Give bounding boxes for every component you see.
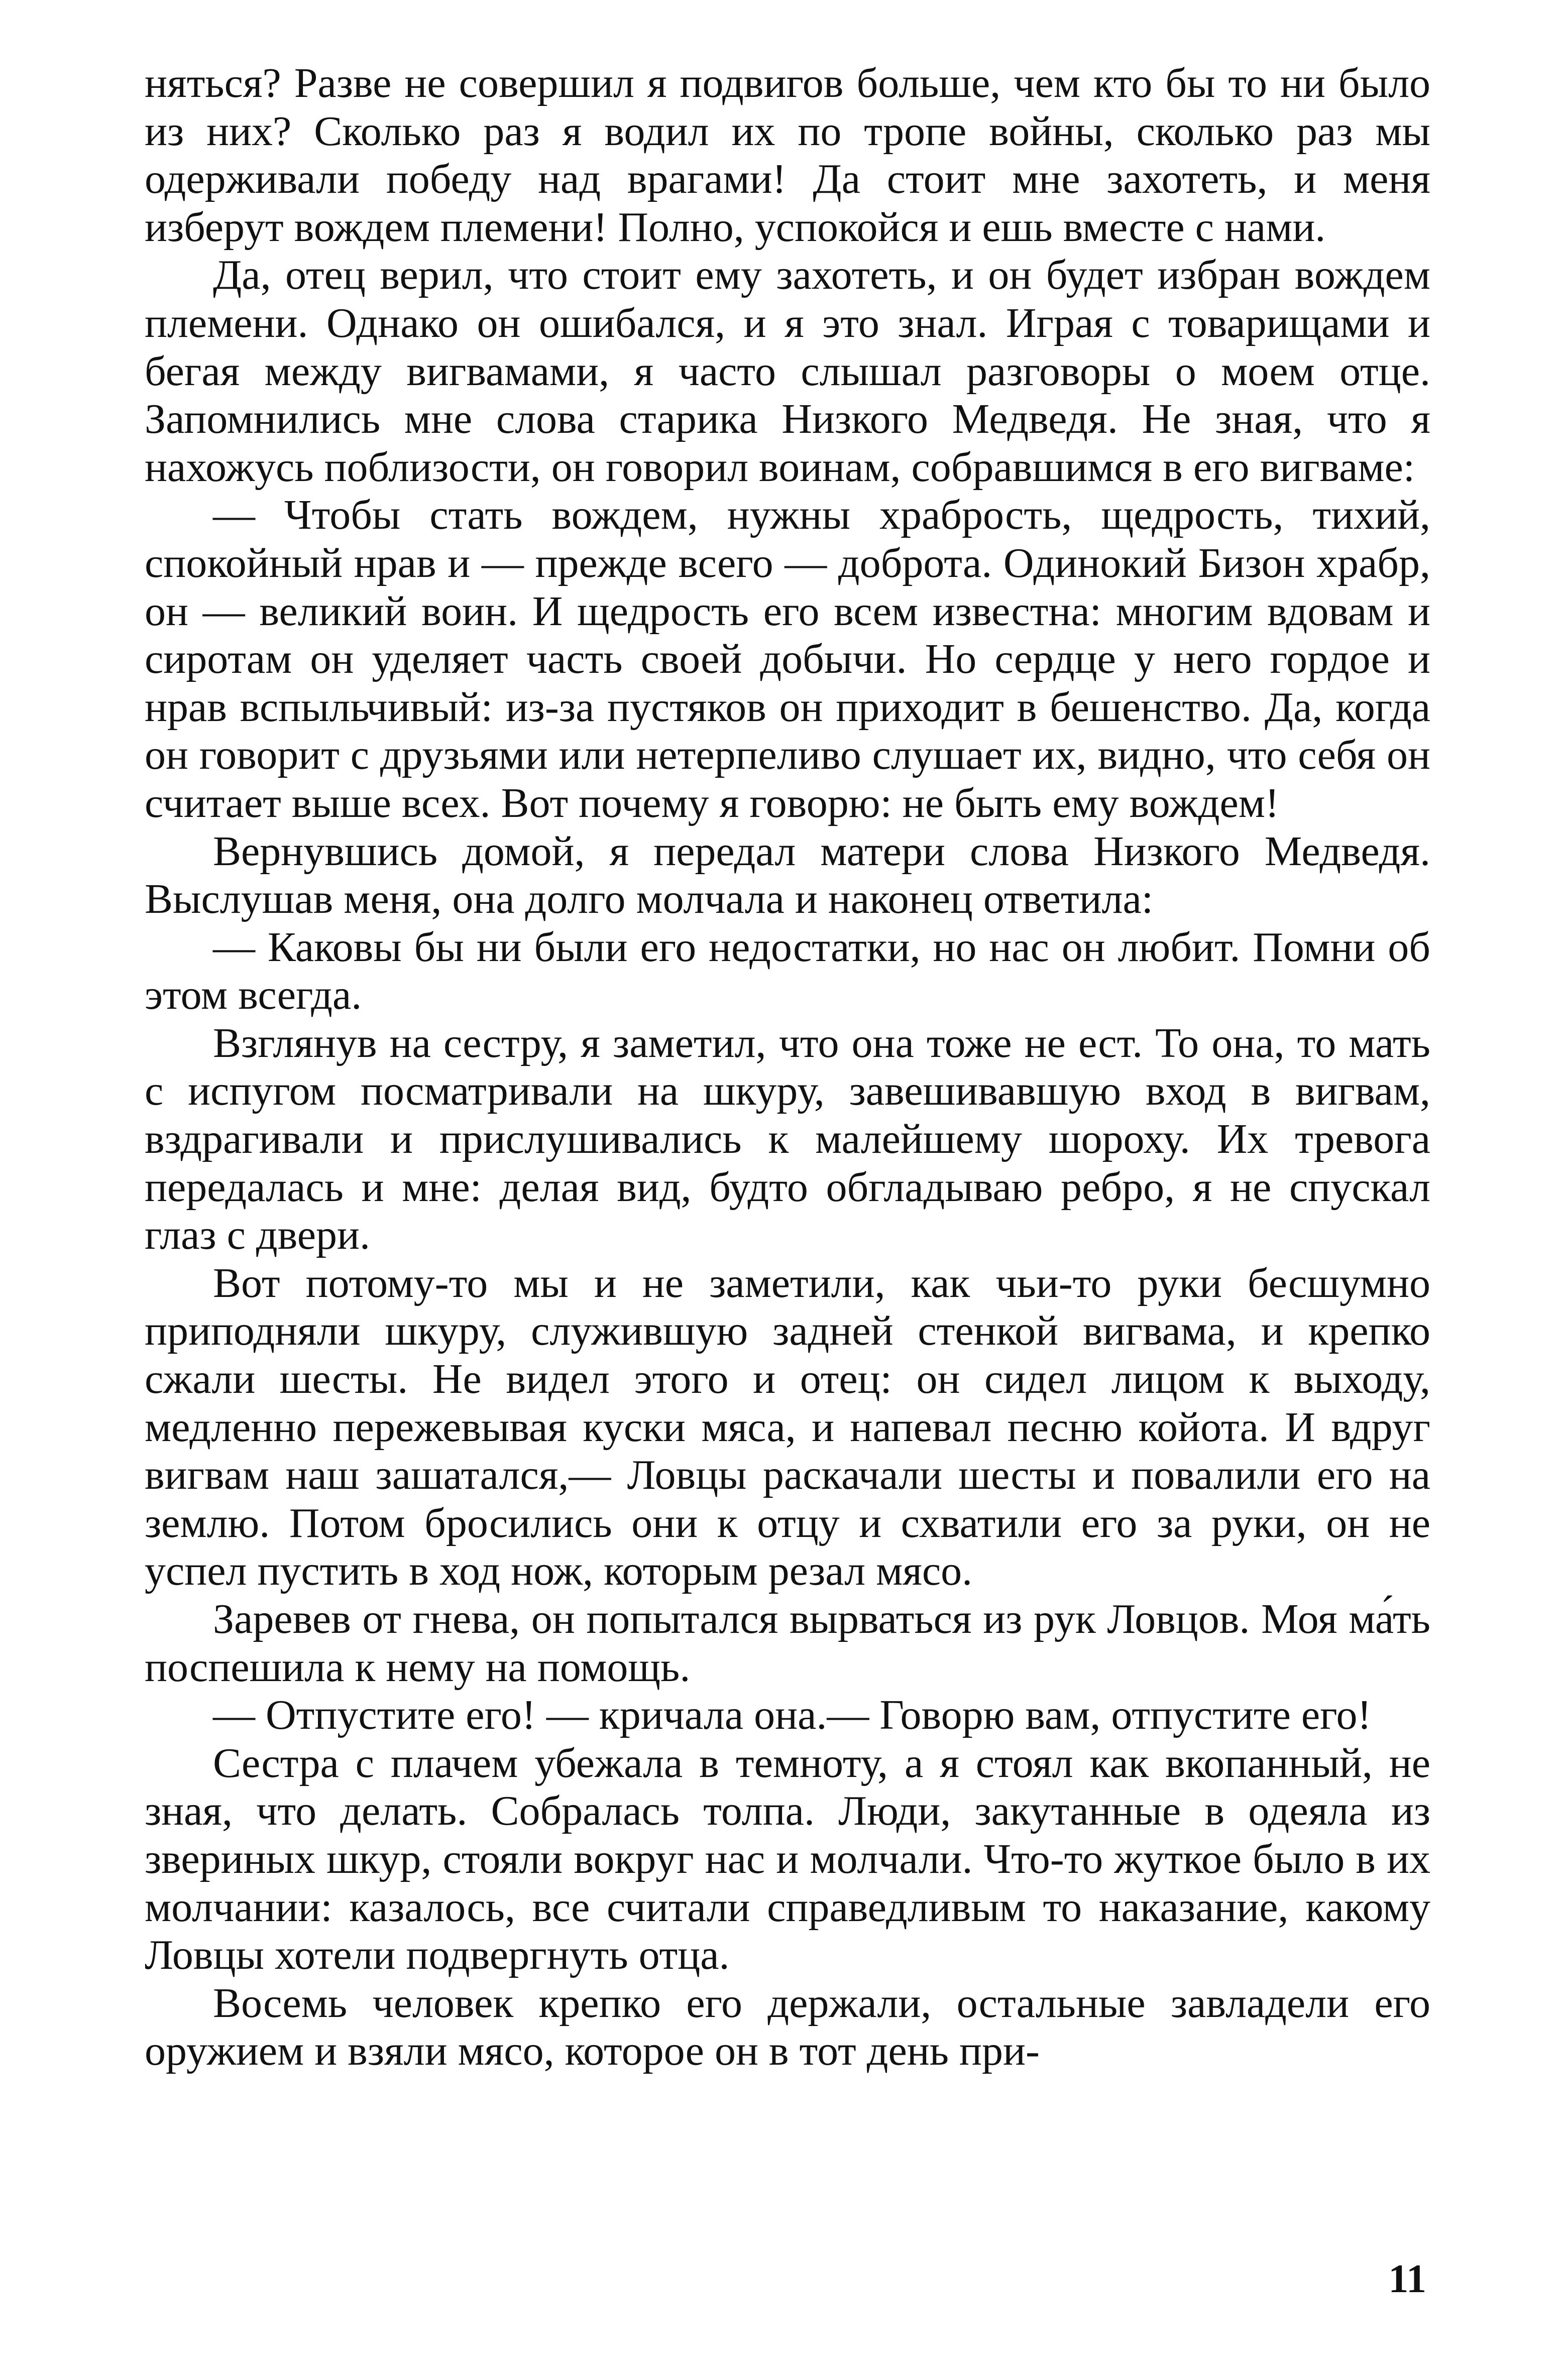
paragraph-mother-cry: — Отпустите его! — кричала она.— Говорю вам, отпустите его! (213, 1692, 1372, 1739)
paragraph-father-roared: Заревев от гнева, он попытался вырваться из рук Ловцов. Моя ма́ть поспешила к нему на помощь. (145, 1596, 1430, 1691)
paragraph-told-mother: Вернувшись домой, я передал матери слова Низкого Медведя. Выслушав меня, она долго молчала и наконец ответила: (145, 827, 1430, 923)
page-number: 11 (1388, 2257, 1426, 2301)
paragraph-continuation: няться? Разве не совершил я подвигов больше, чем кто бы то ни было из них? Сколько раз я водил их по тропе войны, сколько раз мы одерживали победу над врагами! Да стоит мне захотеть, и меня изберут вождем племени! Полно, успокойся и ешь вместе с нами. (145, 60, 1430, 251)
paragraph-mother-answer: — Каковы бы ни были его недостатки, но нас он любит. Помни об этом всегда. (145, 923, 1430, 1019)
paragraph-crowd-gathered: Сестра с плачем убежала в темноту, а я стоял как вкопанный, не зная, что делать. Собралась толпа. Люди, закутанные в одеяла из звериных шкур, стояли вокруг нас и молчали. Что-то жуткое было в их молчании: казалось, все считали справедливым то наказание, какому Ловцы хотели подвергнуть отца. (145, 1739, 1430, 1979)
paragraph-low-bear-speech: — Чтобы стать вождем, нужны храбрость, щедрость, тихий, спокойный нрав и — прежде всего — доброта. Одинокий Бизон храбр, он — великий воин. И щедрость его всем известна: многим вдовам и сиротам он уделяет часть своей добычи. Но сердце у него гордое и нрав вспыльчивый: из-за пустяков он приходит в бешенство. Да, когда он говорит с друзьями или нетерпеливо слушает их, видно, что себя он считает выше всех. Вот почему я говорю: не быть ему вождем! (145, 492, 1430, 826)
paragraph-sister-not-eating: Взглянув на сестру, я заметил, что она тоже не ест. То она, то мать с испугом посматривали на шкуру, завешивавшую вход в вигвам, вздрагивали и прислушивались к малейшему шороху. Их тревога передалась и мне: делая вид, будто обгладываю ребро, я не спускал глаз с двери. (145, 1019, 1430, 1259)
book-page-text (145, 59, 1430, 2269)
paragraph-lodge-collapsed: Вот потому-то мы и не заметили, как чьи-то руки бесшумно приподняли шкуру, служившую задней стенкой вигвама, и крепко сжали шесты. Не видел этого и отец: он сидел лицом к выходу, медленно пережевывая куски мяса, и напевал песню койота. И вдруг вигвам наш зашатался,— Ловцы раскачали шесты и повалили его на землю. Потом бросились они к отцу и схватили его за руки, он не успел пустить в ход нож, которым резал мясо. (145, 1259, 1430, 1595)
paragraph-father-believed: Да, отец верил, что стоит ему захотеть, и он будет избран вождем племени. Однако он ошибался, и я это знал. Играя с товарищами и бегая между вигвамами, я часто слышал разговоры о моем отце. Запомнились мне слова старика Низкого Медведя. Не зная, что я нахожусь поблизости, он говорил воинам, собравшимся в его вигваме: (145, 252, 1430, 491)
paragraph-eight-men: Восемь человек крепко его держали, остальные завладели его оружием и взяли мясо, которое он в тот день при- (145, 1979, 1430, 2075)
